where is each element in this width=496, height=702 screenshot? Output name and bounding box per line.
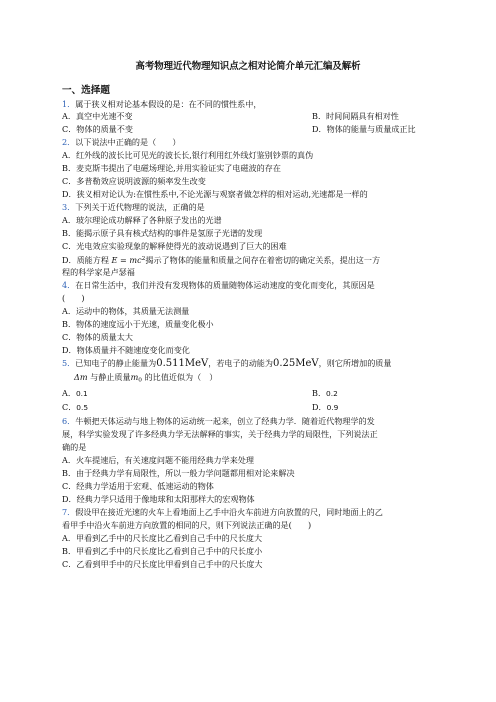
- kinetic-energy-value: 0.25MeV: [272, 358, 319, 369]
- question-6-option-d: D．经典力学只适用于像地球和太阳那样大的宏观物体: [62, 494, 255, 504]
- question-2-stem: [62, 137, 180, 147]
- question-text: 假设甲在接近光速的火车上看地面上乙手中沿火车前进方向放置的尺，同时地面上的乙: [75, 507, 383, 517]
- question-2-option-b: B．麦克斯韦提出了电磁场理论,并用实验证实了电磁波的存在: [62, 163, 281, 173]
- light-speed-symbol: c: [137, 255, 142, 265]
- question-2-option-a: A．红外线的波长比可见光的波长长,银行利用红外线灯鉴别钞票的真伪: [62, 150, 314, 160]
- option-text: 揭示了物体的能量和质量之间存在着密切的确定关系，提出这一方: [145, 255, 381, 265]
- question-1-options-row1: [62, 111, 399, 121]
- option-a-value: 0.1: [75, 389, 88, 398]
- question-2-option-c: C．多普勒效应说明波源的频率发生改变: [62, 176, 206, 186]
- document-title: 高考物理近代物理知识点之相对论简介单元汇编及解析: [135, 61, 361, 72]
- section-heading: 一、选择题: [62, 85, 110, 96]
- question-number: 2．: [62, 137, 76, 147]
- question-text: 以下说法中正确的是（ ）: [75, 137, 181, 147]
- option-b-value: 0.2: [326, 389, 338, 398]
- question-7-option-b: B．甲看到乙手中的尺长度比乙看到自己手中的尺长度小: [62, 546, 263, 556]
- question-3-option-b: B．能揭示原子具有核式结构的事件是氢原子光谱的发现: [62, 228, 263, 238]
- question-5-stem: [62, 358, 392, 369]
- option-d-value: 0.9: [326, 403, 339, 412]
- option-a-label: A．: [62, 388, 76, 398]
- question-6-stem: [62, 416, 375, 426]
- question-6-option-b: B．由于经典力学有局限性，所以一般力学问题都用相对论来解决: [62, 468, 295, 478]
- option-text: D．质能方程: [62, 255, 109, 265]
- question-number: 4．: [62, 280, 76, 290]
- question-6-option-c: C．经典力学适用于宏观、低速运动的物体: [62, 481, 214, 491]
- question-6-stem-line3: 确的是: [62, 442, 87, 452]
- question-number: 1．: [62, 99, 76, 109]
- question-3-option-c: C．光电效应实验现象的解释使得光的波动说遇到了巨大的困难: [62, 241, 287, 251]
- question-5-options-row1: [62, 388, 338, 399]
- rest-mass-subscript: 0: [138, 377, 142, 384]
- question-number: 6．: [62, 416, 76, 426]
- question-6-stem-line2: 展，科学实验发现了许多经典力学无法解释的事实，关于经典力学的局限性，下列说法正: [62, 429, 378, 439]
- question-number: 3．: [62, 202, 76, 212]
- question-text: 的比值近似为（ ）: [141, 372, 218, 382]
- question-3-option-d-line2: 程的科学家是卢瑟福: [62, 267, 135, 277]
- option-b: B．时间间隔具有相对性: [312, 111, 399, 121]
- question-7-option-c: C．乙看到甲手中的尺长度比甲看到自己手中的尺长度大: [62, 559, 263, 569]
- exponent: 2: [141, 256, 146, 262]
- question-1-stem: [62, 99, 261, 109]
- question-5-options-row2: [62, 402, 339, 413]
- option-d-label: D．: [312, 402, 327, 412]
- question-1-options-row2: [62, 124, 416, 134]
- energy-symbol: E: [111, 255, 118, 265]
- option-d: D．物体的能量与质量成正比: [312, 124, 416, 134]
- question-4-bracket: ( ): [62, 293, 85, 303]
- question-text: 属于狭义相对论基本假设的是：在不同的惯性系中，: [75, 99, 262, 109]
- question-number: 7．: [62, 507, 76, 517]
- option-c-value: 0.5: [76, 403, 89, 412]
- option-c-label: C．: [62, 402, 77, 412]
- mass-symbol: m: [129, 255, 138, 265]
- question-number: 5．: [62, 358, 76, 368]
- option-d: [312, 402, 338, 413]
- question-4-option-d: D．物体质量并不随速度变化而变化: [62, 345, 190, 355]
- question-7-stem-line2: 看甲手中沿火车前进方向放置的相同的尺，则下列说法正确的是( ): [62, 520, 312, 530]
- question-7-option-a: A．甲看到乙手中的尺长度比乙看到自己手中的尺长度大: [62, 533, 263, 543]
- question-3-stem: [62, 202, 205, 212]
- question-3-option-a: A．玻尔理论成功解释了各种原子发出的光谱: [62, 215, 222, 225]
- option-b-label: B．: [312, 388, 327, 398]
- question-3-option-d: [62, 254, 380, 265]
- question-7-stem: [62, 507, 383, 517]
- question-text: ，则它所增加的质量: [318, 358, 392, 368]
- question-6-option-a: A．火车提速后，有关速度问题不能用经典力学来处理: [62, 455, 255, 465]
- question-4-option-a: A．运动中的物体，其质量无法测量: [62, 306, 190, 316]
- question-4-stem: [62, 280, 375, 290]
- question-2-option-d: D．狭义相对论认为:在惯性系中,不论光源与观察者做怎样的相对运动,光速都是一样的: [62, 189, 368, 199]
- question-text: 在日常生活中，我们并没有发现物体的质量随物体运动速度的变化而变化，其原因是: [75, 280, 375, 290]
- option-a: A．真空中光速不变: [62, 111, 133, 121]
- option-b: [312, 388, 338, 399]
- equals-sign: =: [117, 255, 130, 265]
- question-4-option-b: B．物体的速度远小于光速，质量变化极小: [62, 319, 214, 329]
- rest-mass-symbol: m: [130, 372, 139, 382]
- question-text: 与静止质量: [87, 372, 131, 382]
- mass-increase-symbol: Δm: [74, 372, 88, 382]
- rest-energy-value: 0.511MeV: [156, 358, 209, 369]
- question-text: 下列关于近代物理的说法，正确的是: [75, 202, 205, 212]
- question-text: 已知电子的静止能量为: [75, 358, 157, 368]
- question-5-stem-line2: [74, 372, 217, 386]
- question-text: ，若电子的动能为: [208, 358, 273, 368]
- question-4-option-c: C．物体的质量太大: [62, 332, 133, 342]
- option-c: C．物体的质量不变: [62, 124, 133, 134]
- question-text: 牛顿把天体运动与地上物体的运动统一起来，创立了经典力学．随着近代物理学的发: [75, 416, 375, 426]
